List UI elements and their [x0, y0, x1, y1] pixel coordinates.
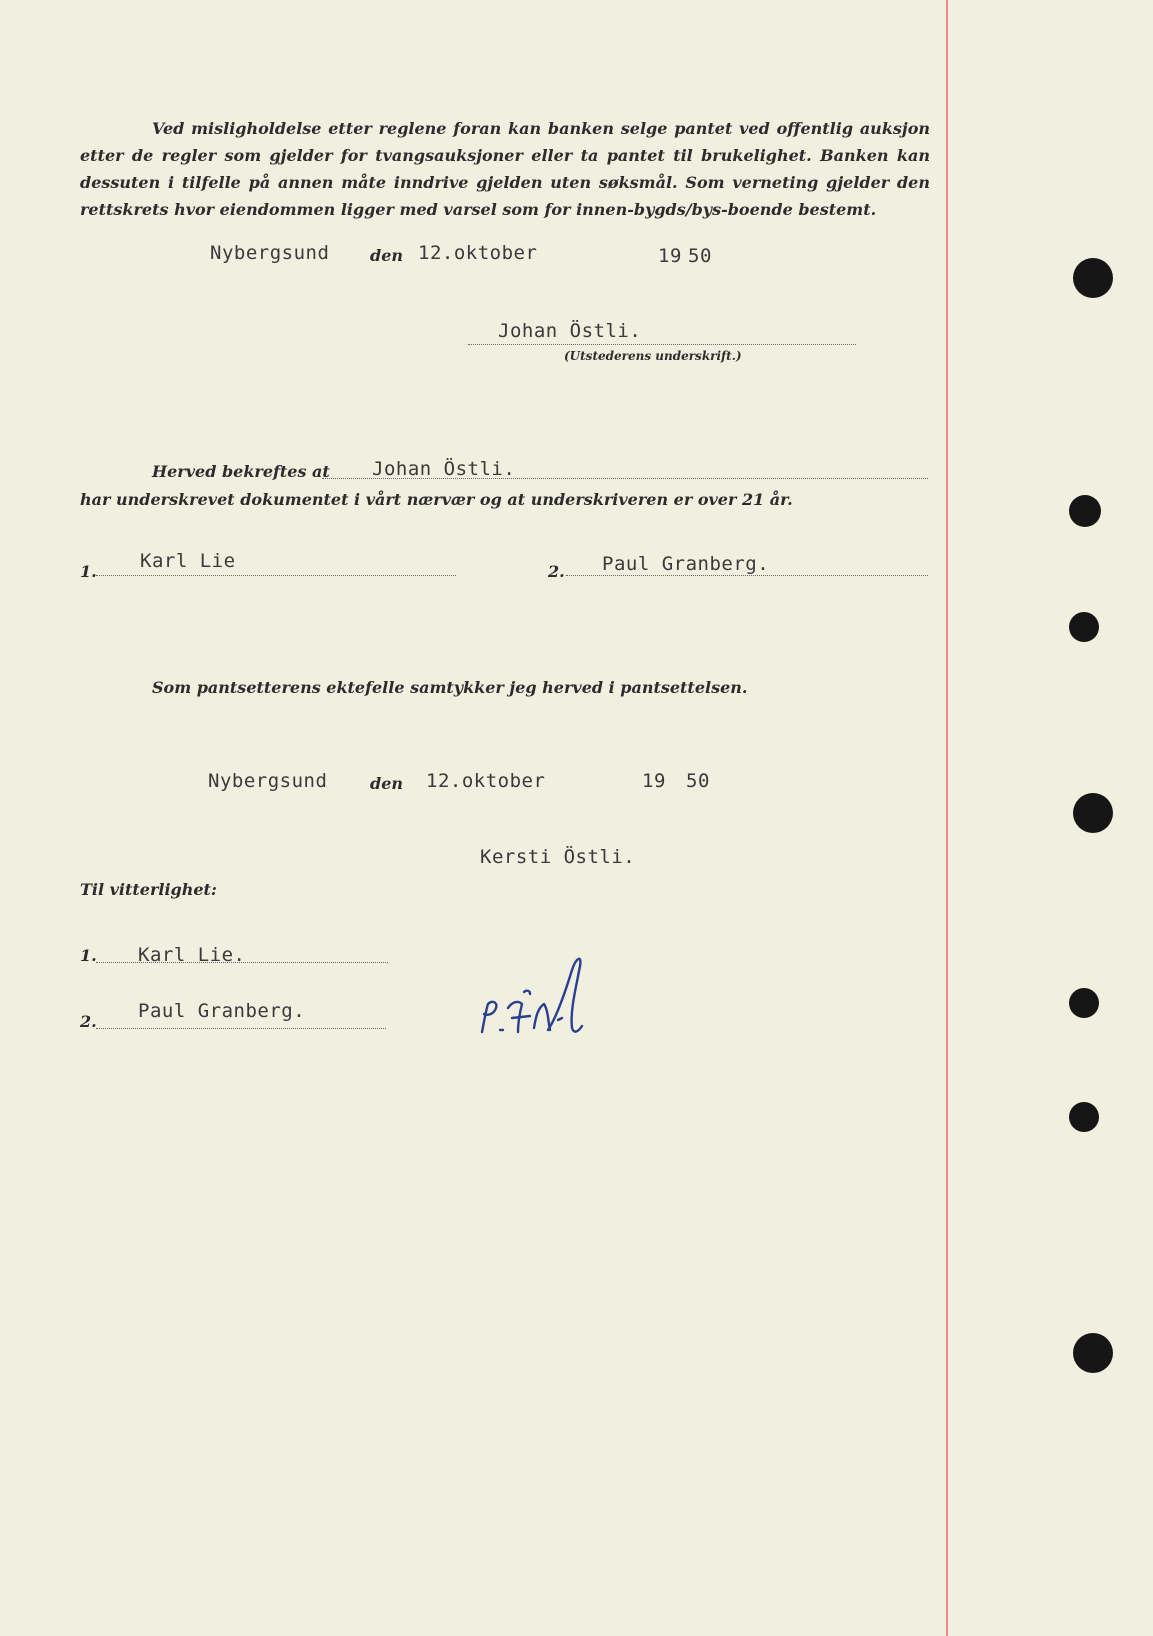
spouse-consent: Som pantsetterens ektefelle samtykker jeg herved i pantsettelsen. — [152, 678, 748, 697]
issue-date: 12.oktober — [418, 242, 538, 264]
confirmation-statement: har underskrevet dokumentet i vårt nærvær og at underskriveren er over 21 år. — [80, 490, 793, 509]
witness-number: 2. — [548, 562, 565, 581]
confirmed-name: Johan Östli. — [372, 458, 516, 480]
issuer-signature-line — [468, 344, 856, 345]
witness-line — [566, 575, 928, 576]
spouse-issue-year-prefix: 19 — [642, 770, 666, 792]
witness-number: 1. — [80, 562, 97, 581]
witness-line — [96, 1028, 386, 1029]
confirmation-intro: Herved bekreftes at — [152, 462, 330, 481]
witness-name: Paul Granberg. — [602, 553, 770, 575]
witness-line — [96, 575, 456, 576]
issuer-signature: Johan Östli. — [498, 320, 642, 342]
binder-hole — [1069, 1102, 1099, 1132]
confirmation-name-line — [322, 478, 928, 479]
witness-number: 2. — [80, 1012, 97, 1031]
spouse-issue-place: Nybergsund — [208, 770, 328, 792]
issue-year-suffix: 50 — [688, 245, 712, 267]
issuer-caption: (Utstederens underskrift.) — [564, 349, 742, 363]
witness-line — [96, 962, 388, 963]
witness-heading: Til vitterlighet: — [80, 880, 217, 899]
binder-hole — [1069, 612, 1099, 642]
binder-hole — [1073, 258, 1113, 298]
witness-number: 1. — [80, 946, 97, 965]
witness-name: Paul Granberg. — [138, 1000, 306, 1022]
handwritten-initials — [478, 948, 608, 1048]
binder-hole — [1073, 1333, 1113, 1373]
issue-den-label: den — [370, 246, 403, 265]
issue-place: Nybergsund — [210, 242, 330, 264]
margin-rule — [946, 0, 948, 1636]
spouse-issue-den-label: den — [370, 774, 403, 793]
binder-hole — [1069, 988, 1099, 1018]
witness-name: Karl Lie — [140, 550, 236, 572]
issue-year-prefix: 19 — [658, 245, 682, 267]
spouse-issue-year-suffix: 50 — [686, 770, 710, 792]
binder-hole — [1073, 793, 1113, 833]
witness-name: Karl Lie. — [138, 944, 246, 966]
default-clause: Ved misligholdelse etter reglene foran kan banken selge pantet ved offentlig auksjon etter de regler som gjelder for tvangsauksjoner eller ta pantet til brukelighet. Banken kan dessuten i tilfelle på annen måte inndrive gjelden uten søksmål. Som verneting gjelder den rettskrets hvor eiendommen ligger med varsel som for innen-bygds/bys-boende bestemt. — [80, 119, 930, 219]
binder-hole — [1069, 495, 1101, 527]
spouse-signature: Kersti Östli. — [480, 846, 636, 868]
spouse-issue-date: 12.oktober — [426, 770, 546, 792]
